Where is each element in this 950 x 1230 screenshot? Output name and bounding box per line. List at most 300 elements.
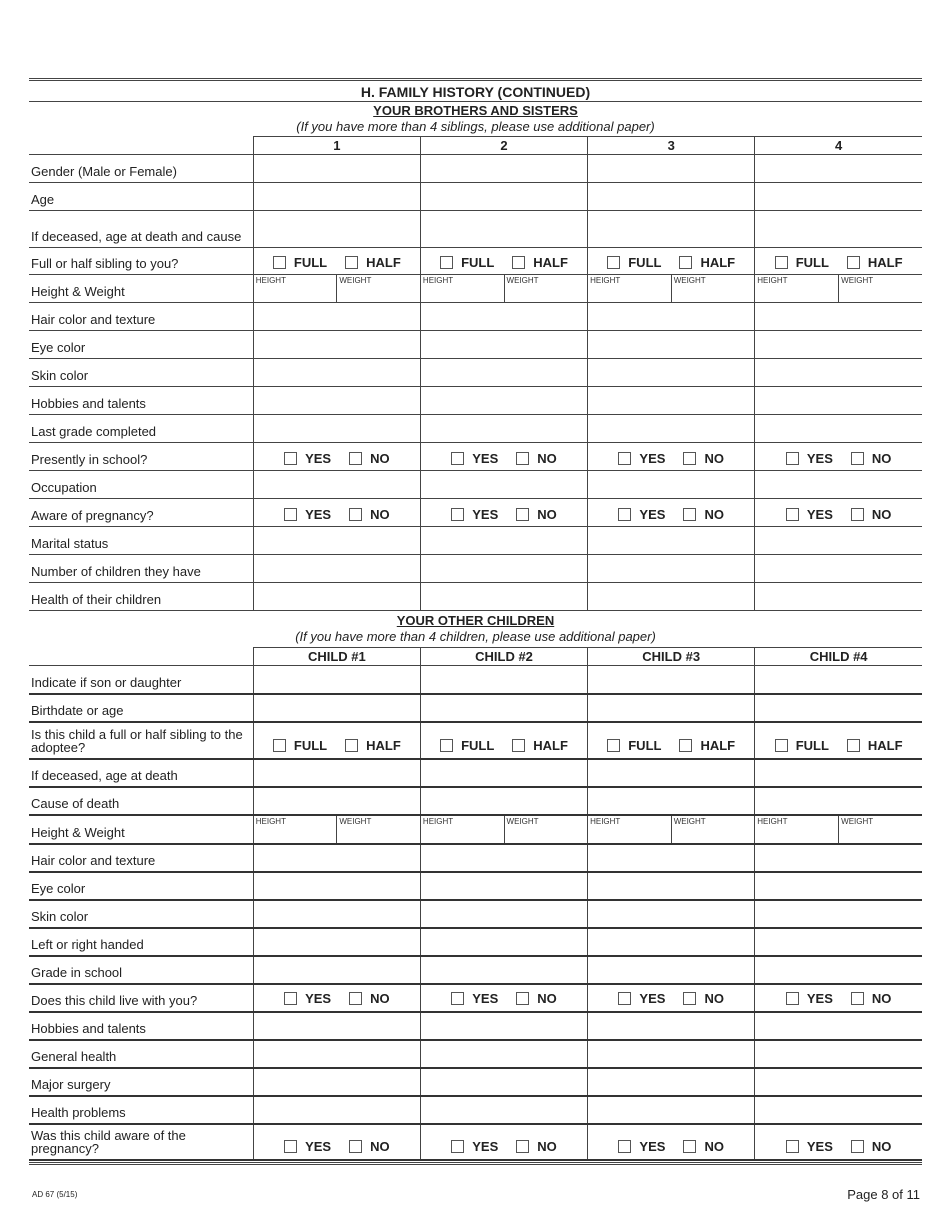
entry-cell[interactable] (420, 984, 587, 1012)
child-row (29, 900, 922, 928)
option[interactable] (775, 738, 829, 753)
option[interactable] (683, 1139, 724, 1154)
checkbox[interactable] (607, 739, 620, 752)
entry-cell[interactable] (253, 872, 420, 900)
option[interactable] (679, 738, 735, 753)
children-heading: YOUR OTHER CHILDREN (396, 613, 555, 628)
checkbox[interactable] (618, 452, 631, 465)
entry-cell[interactable] (253, 471, 420, 499)
entry-cell[interactable] (420, 1012, 587, 1040)
entry-cell[interactable] (755, 155, 922, 183)
entry-cell[interactable] (755, 872, 922, 900)
entry-cell[interactable] (755, 471, 922, 499)
entry-cell[interactable] (253, 387, 420, 415)
child-row (29, 722, 922, 759)
option-label: HALF (867, 254, 903, 270)
option[interactable] (618, 991, 665, 1006)
entry-cell[interactable] (420, 1124, 587, 1160)
row-label: Eye color (29, 331, 253, 359)
option-label: FULL (628, 738, 662, 753)
entry-cell[interactable] (588, 872, 755, 900)
option[interactable] (679, 255, 735, 270)
entry-cell[interactable] (253, 694, 420, 722)
entry-cell[interactable] (588, 984, 755, 1012)
checkbox-group (755, 734, 922, 758)
entry-cell[interactable] (420, 183, 587, 211)
sibling-row (29, 183, 922, 211)
option[interactable] (786, 507, 833, 522)
checkbox-group (421, 734, 587, 758)
entry-cell[interactable] (253, 248, 420, 275)
option[interactable] (440, 255, 494, 270)
option[interactable] (512, 255, 568, 270)
entry-cell[interactable] (253, 666, 420, 694)
option-label: FULL (293, 254, 328, 270)
option[interactable] (284, 451, 331, 466)
checkbox[interactable] (451, 992, 464, 1005)
entry-cell[interactable] (588, 183, 755, 211)
entry-cell[interactable] (755, 722, 922, 759)
option-label: NO (871, 506, 892, 522)
checkbox[interactable] (851, 992, 864, 1005)
option[interactable] (786, 991, 833, 1006)
option[interactable] (516, 1139, 557, 1154)
entry-cell[interactable] (420, 471, 587, 499)
checkbox[interactable] (775, 256, 788, 269)
entry-cell[interactable] (755, 303, 922, 331)
checkbox-group (588, 446, 754, 470)
option[interactable] (516, 991, 557, 1006)
entry-cell[interactable] (755, 815, 922, 844)
entry-cell[interactable] (253, 1096, 420, 1124)
option-label: NO (871, 1139, 892, 1154)
option-label: HALF (366, 738, 401, 753)
option[interactable] (683, 451, 724, 466)
entry-cell[interactable] (755, 928, 922, 956)
row-label: Marital status (29, 527, 253, 555)
entry-cell[interactable] (253, 275, 420, 303)
entry-cell[interactable] (253, 815, 420, 844)
entry-cell[interactable] (253, 499, 420, 527)
option[interactable] (349, 507, 390, 522)
checkbox-group (421, 1135, 587, 1159)
entry-cell[interactable] (253, 583, 420, 611)
entry-cell[interactable] (755, 359, 922, 387)
height-field[interactable]: HEIGHT (590, 816, 621, 826)
entry-cell[interactable] (755, 387, 922, 415)
height-field[interactable]: HEIGHT (757, 276, 788, 285)
checkbox[interactable] (618, 992, 631, 1005)
option-label: YES (305, 506, 332, 522)
entry-cell[interactable] (253, 928, 420, 956)
weight-field[interactable]: WEIGHT (838, 275, 922, 302)
entry-cell[interactable] (420, 443, 587, 471)
child-column-header: CHILD #2 (420, 648, 587, 666)
entry-cell[interactable] (755, 1068, 922, 1096)
checkbox[interactable] (618, 508, 631, 521)
entry-cell[interactable] (420, 956, 587, 984)
row-label: Health problems (29, 1096, 253, 1124)
checkbox[interactable] (775, 739, 788, 752)
checkbox[interactable] (451, 508, 464, 521)
entry-cell[interactable] (588, 1012, 755, 1040)
option[interactable] (349, 991, 390, 1006)
entry-cell[interactable] (755, 984, 922, 1012)
sibling-row (29, 155, 922, 183)
entry-cell[interactable] (588, 527, 755, 555)
checkbox[interactable] (451, 452, 464, 465)
option[interactable] (512, 738, 568, 753)
checkbox[interactable] (284, 992, 297, 1005)
checkbox[interactable] (273, 256, 286, 269)
checkbox[interactable] (683, 452, 696, 465)
option[interactable] (851, 451, 892, 466)
header-blank (29, 648, 253, 666)
height-field[interactable]: HEIGHT (255, 816, 286, 826)
checkbox-group (421, 502, 587, 526)
option[interactable] (284, 507, 331, 522)
entry-cell[interactable] (588, 415, 755, 443)
entry-cell[interactable] (588, 443, 755, 471)
option[interactable] (516, 507, 557, 522)
entry-cell[interactable] (253, 1040, 420, 1068)
checkbox[interactable] (284, 508, 297, 521)
option[interactable] (847, 255, 903, 270)
checkbox[interactable] (349, 1140, 362, 1153)
entry-cell[interactable] (420, 583, 587, 611)
checkbox[interactable] (349, 508, 362, 521)
entry-cell[interactable] (755, 666, 922, 694)
entry-cell[interactable] (755, 527, 922, 555)
weight-field[interactable]: WEIGHT (504, 275, 588, 302)
checkbox[interactable] (851, 508, 864, 521)
entry-cell[interactable] (253, 759, 420, 787)
entry-cell[interactable] (420, 928, 587, 956)
entry-cell[interactable] (420, 499, 587, 527)
height-field[interactable]: HEIGHT (255, 276, 286, 285)
checkbox[interactable] (786, 1140, 799, 1153)
entry-cell[interactable] (755, 555, 922, 583)
option[interactable] (451, 507, 498, 522)
sibling-column-header: 4 (755, 137, 922, 155)
checkbox-group (588, 734, 754, 758)
entry-cell[interactable] (420, 211, 587, 248)
entry-cell[interactable] (420, 155, 587, 183)
option[interactable] (851, 1139, 892, 1154)
entry-cell[interactable] (253, 555, 420, 583)
entry-cell[interactable] (755, 275, 922, 303)
entry-cell[interactable] (253, 844, 420, 872)
row-label: Health of their children (29, 583, 253, 611)
entry-cell[interactable] (755, 443, 922, 471)
checkbox[interactable] (786, 452, 799, 465)
option-label: FULL (293, 738, 328, 753)
entry-cell[interactable] (253, 984, 420, 1012)
row-label: Hobbies and talents (29, 1012, 253, 1040)
entry-cell[interactable] (588, 928, 755, 956)
entry-cell[interactable] (420, 248, 587, 275)
sibling-row (29, 211, 922, 248)
entry-cell[interactable] (755, 956, 922, 984)
sibling-row (29, 415, 922, 443)
entry-cell[interactable] (253, 1012, 420, 1040)
option-label: NO (370, 506, 390, 522)
option[interactable] (451, 1139, 498, 1154)
checkbox[interactable] (607, 256, 620, 269)
checkbox[interactable] (786, 992, 799, 1005)
option-label: NO (704, 1139, 724, 1154)
checkbox[interactable] (284, 452, 297, 465)
row-label: Age (29, 183, 253, 211)
height-field[interactable]: HEIGHT (757, 816, 788, 826)
checkbox-group (755, 502, 922, 526)
entry-cell[interactable] (588, 387, 755, 415)
entry-cell[interactable] (588, 844, 755, 872)
column-header-row (29, 648, 922, 666)
option[interactable] (440, 738, 494, 753)
child-column-header: CHILD #1 (253, 648, 420, 666)
entry-cell[interactable] (588, 1096, 755, 1124)
option[interactable] (851, 991, 892, 1006)
entry-cell[interactable] (588, 155, 755, 183)
entry-cell[interactable] (420, 900, 587, 928)
entry-cell[interactable] (420, 415, 587, 443)
height-weight-split (588, 816, 754, 843)
option-label: FULL (461, 738, 495, 753)
entry-cell[interactable] (253, 155, 420, 183)
entry-cell[interactable] (588, 787, 755, 815)
entry-cell[interactable] (755, 694, 922, 722)
entry-cell[interactable] (253, 787, 420, 815)
entry-cell[interactable] (755, 499, 922, 527)
entry-cell[interactable] (420, 331, 587, 359)
entry-cell[interactable] (755, 583, 922, 611)
entry-cell[interactable] (420, 666, 587, 694)
checkbox[interactable] (512, 739, 525, 752)
option[interactable] (618, 451, 665, 466)
entry-cell[interactable] (588, 471, 755, 499)
row-label: Presently in school? (29, 443, 253, 471)
entry-cell[interactable] (755, 1124, 922, 1160)
entry-cell[interactable] (253, 1068, 420, 1096)
checkbox[interactable] (847, 256, 860, 269)
entry-cell[interactable] (755, 211, 922, 248)
entry-cell[interactable] (253, 443, 420, 471)
entry-cell[interactable] (588, 694, 755, 722)
option[interactable] (607, 255, 661, 270)
option[interactable] (451, 991, 498, 1006)
option[interactable] (273, 255, 327, 270)
entry-cell[interactable] (253, 359, 420, 387)
entry-cell[interactable] (755, 759, 922, 787)
checkbox[interactable] (516, 1140, 529, 1153)
entry-cell[interactable] (588, 359, 755, 387)
checkbox[interactable] (516, 452, 529, 465)
entry-cell[interactable] (588, 666, 755, 694)
weight-field[interactable]: WEIGHT (838, 816, 922, 843)
option[interactable] (451, 451, 498, 466)
checkbox[interactable] (851, 452, 864, 465)
option[interactable] (786, 451, 833, 466)
entry-cell[interactable] (420, 759, 587, 787)
entry-cell[interactable] (253, 900, 420, 928)
entry-cell[interactable] (588, 1040, 755, 1068)
checkbox[interactable] (847, 739, 860, 752)
row-label: If deceased, age at death (29, 759, 253, 787)
checkbox[interactable] (273, 739, 286, 752)
option[interactable] (345, 255, 401, 270)
checkbox[interactable] (345, 256, 358, 269)
checkbox[interactable] (683, 992, 696, 1005)
entry-cell[interactable] (588, 956, 755, 984)
option[interactable] (847, 738, 903, 753)
checkbox[interactable] (345, 739, 358, 752)
option-label: FULL (795, 738, 829, 753)
checkbox[interactable] (440, 256, 453, 269)
checkbox[interactable] (516, 508, 529, 521)
entry-cell[interactable] (253, 183, 420, 211)
entry-cell[interactable] (253, 415, 420, 443)
option[interactable] (284, 991, 331, 1006)
option-label: YES (639, 1139, 666, 1154)
height-field[interactable]: HEIGHT (422, 276, 454, 285)
entry-cell[interactable] (755, 1012, 922, 1040)
entry-cell[interactable] (588, 1068, 755, 1096)
checkbox[interactable] (284, 1140, 297, 1153)
entry-cell[interactable] (588, 722, 755, 759)
entry-cell[interactable] (253, 211, 420, 248)
checkbox[interactable] (679, 739, 692, 752)
entry-cell[interactable] (420, 527, 587, 555)
weight-field[interactable]: WEIGHT (671, 275, 755, 302)
entry-cell[interactable] (420, 275, 587, 303)
option[interactable] (683, 991, 724, 1006)
entry-cell[interactable] (420, 359, 587, 387)
checkbox[interactable] (516, 992, 529, 1005)
entry-cell[interactable] (755, 183, 922, 211)
row-label: Eye color (29, 872, 253, 900)
entry-cell[interactable] (420, 387, 587, 415)
entry-cell[interactable] (420, 694, 587, 722)
sibling-row (29, 331, 922, 359)
checkbox[interactable] (440, 739, 453, 752)
option[interactable] (345, 738, 401, 753)
checkbox[interactable] (451, 1140, 464, 1153)
checkbox[interactable] (786, 508, 799, 521)
option-label: YES (806, 506, 833, 522)
entry-cell[interactable] (755, 415, 922, 443)
entry-cell[interactable] (755, 787, 922, 815)
row-label: Full or half sibling to you? (29, 248, 253, 275)
checkbox[interactable] (512, 256, 525, 269)
entry-cell[interactable] (420, 1068, 587, 1096)
checkbox[interactable] (683, 1140, 696, 1153)
height-field[interactable]: HEIGHT (590, 276, 621, 285)
entry-cell[interactable] (253, 956, 420, 984)
option[interactable] (349, 1139, 390, 1154)
entry-cell[interactable] (420, 872, 587, 900)
checkbox[interactable] (349, 992, 362, 1005)
checkbox[interactable] (679, 256, 692, 269)
entry-cell[interactable] (253, 722, 420, 759)
option[interactable] (618, 1139, 665, 1154)
entry-cell[interactable] (588, 275, 755, 303)
entry-cell[interactable] (420, 303, 587, 331)
option[interactable] (851, 507, 892, 522)
entry-cell[interactable] (420, 555, 587, 583)
row-label: Height & Weight (29, 275, 253, 303)
checkbox[interactable] (349, 452, 362, 465)
entry-cell[interactable] (420, 722, 587, 759)
checkbox[interactable] (851, 1140, 864, 1153)
entry-cell[interactable] (253, 303, 420, 331)
option[interactable] (683, 507, 724, 522)
entry-cell[interactable] (588, 583, 755, 611)
entry-cell[interactable] (588, 303, 755, 331)
option-label: FULL (461, 254, 495, 270)
entry-cell[interactable] (755, 844, 922, 872)
weight-field[interactable]: WEIGHT (336, 275, 420, 302)
checkbox[interactable] (618, 1140, 631, 1153)
option[interactable] (607, 738, 661, 753)
option[interactable] (284, 1139, 331, 1154)
height-weight-split (254, 275, 420, 302)
entry-cell[interactable] (755, 1096, 922, 1124)
height-weight-split (755, 275, 922, 302)
child-row (29, 872, 922, 900)
entry-cell[interactable] (588, 759, 755, 787)
weight-field[interactable]: WEIGHT (336, 816, 420, 843)
entry-cell[interactable] (253, 527, 420, 555)
entry-cell[interactable] (420, 815, 587, 844)
entry-cell[interactable] (253, 1124, 420, 1160)
option[interactable] (786, 1139, 833, 1154)
option[interactable] (349, 451, 390, 466)
entry-cell[interactable] (755, 248, 922, 275)
entry-cell[interactable] (588, 248, 755, 275)
checkbox-group (254, 250, 420, 274)
children-table (29, 647, 922, 1161)
weight-field[interactable]: WEIGHT (504, 816, 588, 843)
option[interactable] (273, 738, 327, 753)
option[interactable] (516, 451, 557, 466)
entry-cell[interactable] (755, 900, 922, 928)
entry-cell[interactable] (755, 1040, 922, 1068)
entry-cell[interactable] (420, 1040, 587, 1068)
checkbox[interactable] (683, 508, 696, 521)
entry-cell[interactable] (588, 499, 755, 527)
option[interactable] (618, 507, 665, 522)
entry-cell[interactable] (588, 555, 755, 583)
entry-cell[interactable] (588, 900, 755, 928)
entry-cell[interactable] (588, 331, 755, 359)
option-label: HALF (366, 254, 401, 270)
entry-cell[interactable] (588, 211, 755, 248)
weight-field[interactable]: WEIGHT (671, 816, 755, 843)
checkbox-group (421, 987, 587, 1011)
entry-cell[interactable] (420, 1096, 587, 1124)
height-field[interactable]: HEIGHT (422, 816, 454, 826)
entry-cell[interactable] (755, 331, 922, 359)
entry-cell[interactable] (420, 844, 587, 872)
entry-cell[interactable] (253, 331, 420, 359)
entry-cell[interactable] (588, 1124, 755, 1160)
entry-cell[interactable] (588, 815, 755, 844)
row-label: Grade in school (29, 956, 253, 984)
bottom-double-rule (29, 1162, 922, 1165)
entry-cell[interactable] (420, 787, 587, 815)
option[interactable] (775, 255, 829, 270)
